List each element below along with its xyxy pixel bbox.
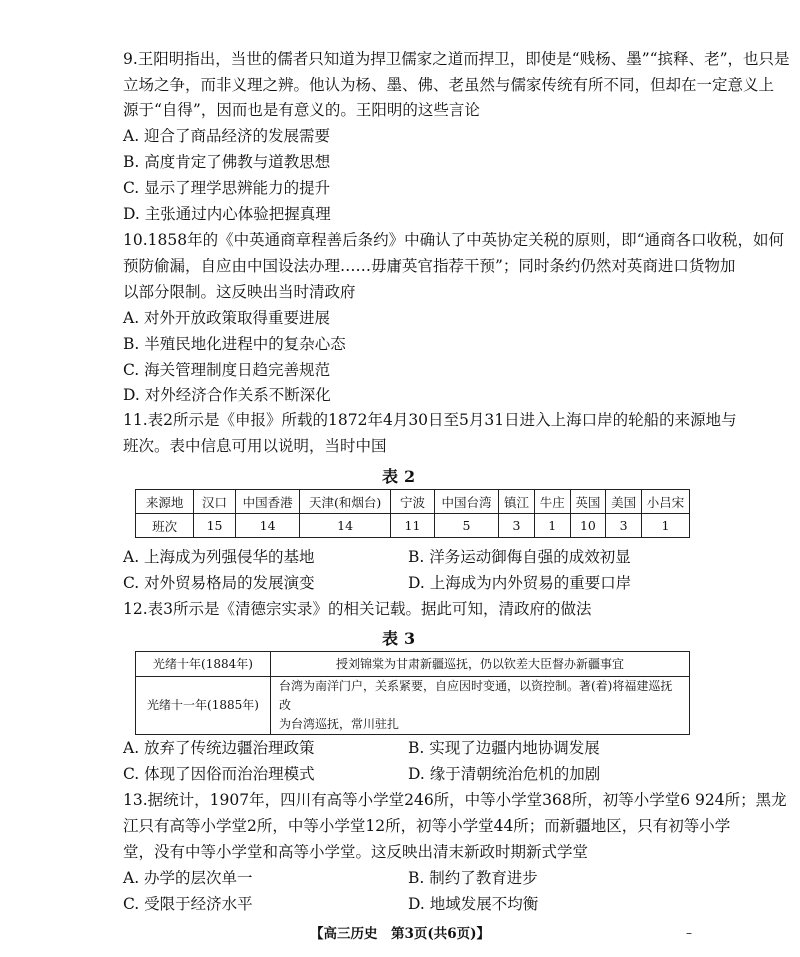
table-2-place: 英国: [570, 490, 606, 514]
question-10-option-c: C. 海关管理制度日趋完善规范: [123, 361, 331, 379]
question-12-option-a: A. 放弃了传统边疆治理政策: [123, 739, 315, 757]
question-9-option-a: A. 迎合了商品经济的发展需要: [123, 127, 331, 145]
table-2-header-label: 来源地: [136, 490, 194, 514]
question-11-stem-line-2: 班次。表中信息可用以说明，当时中国: [123, 437, 387, 455]
table-2-count: 14: [235, 514, 299, 538]
table-2-place: 中国台湾: [434, 490, 498, 514]
question-11-option-c: C. 对外贸易格局的发展演变: [123, 574, 315, 592]
question-10-stem-line-1: 10.1858年的《中英通商章程善后条约》中确认了中英协定关税的原则，即“通商各口收税，如何: [123, 231, 785, 249]
table-2-count: 1: [641, 514, 689, 538]
table-3-year: 光绪十年(1884年): [136, 652, 271, 677]
question-10-stem-line-2: 预防偷漏，自应由中国设法办理……毋庸英官指荐干预”；同时条约仍然对英商进口货物加: [123, 257, 736, 275]
question-13-stem-line-2: 江只有高等小学堂2所，中等小学堂12所，初等小学堂44所；而新疆地区，只有初等小学: [123, 817, 731, 835]
table-2-count: 11: [391, 514, 435, 538]
table-2-count-row: [136, 514, 690, 538]
table-2-count: 10: [570, 514, 606, 538]
table-3-text-cell: [271, 677, 690, 735]
table-2-count: 15: [194, 514, 236, 538]
question-9-stem-line-1: 9.王阳明指出，当世的儒者只知道为捍卫儒家之道而捍卫，即使是“贱杨、墨”“摈释、老”，也只是: [123, 50, 790, 68]
question-13-option-d: D. 地域发展不均衡: [408, 895, 539, 913]
table-3: [135, 651, 690, 735]
table-3-row: [136, 652, 690, 677]
table-3-year: 光绪十一年(1885年): [136, 677, 271, 735]
question-13-option-b: B. 制约了教育进步: [408, 869, 538, 887]
question-13-option-c: C. 受限于经济水平: [123, 895, 253, 913]
question-10-option-d: D. 对外经济合作关系不断深化: [123, 386, 331, 404]
table-3-text-line: 为台湾巡抚，常川驻扎: [279, 717, 400, 731]
question-9-stem-line-2: 立场之争，而非义理之辨。他认为杨、墨、佛、老虽然与儒家传统有所不同，但却在一定意义上: [123, 76, 775, 94]
table-2-count: 5: [434, 514, 498, 538]
table-2-place: 美国: [606, 490, 642, 514]
table-2-count: 3: [499, 514, 535, 538]
question-13-option-a: A. 办学的层次单一: [123, 869, 253, 887]
question-10-option-b: B. 半殖民地化进程中的复杂心态: [123, 335, 346, 353]
table-2-place: 牛庄: [534, 490, 570, 514]
table-2-place: 宁波: [391, 490, 435, 514]
question-11-option-a: A. 上海成为列强侵华的基地: [123, 548, 315, 566]
table-2-place: 小吕宋: [641, 490, 689, 514]
table-2-place: 天津(和烟台): [300, 490, 391, 514]
page-footer: 【高三历史 第3页(共6页)】: [309, 926, 491, 942]
question-10-option-a: A. 对外开放政策取得重要进展: [123, 309, 331, 327]
table-3-text-line: 台湾为南洋门户，关系紧要，自应因时变通，以资控制。著(着)将福建巡抚改: [279, 679, 673, 712]
table-3-row: [136, 677, 690, 735]
question-12-option-b: B. 实现了边疆内地协调发展: [408, 739, 600, 757]
question-12-option-d: D. 缘于清朝统治危机的加剧: [408, 765, 601, 783]
question-11-option-b: B. 洋务运动御侮自强的成效初显: [408, 548, 631, 566]
table-2-place: 中国香港: [235, 490, 299, 514]
table-2-count: 3: [606, 514, 642, 538]
table-2: [135, 489, 690, 538]
table-2-caption: 表2: [382, 467, 422, 486]
table-2-count: 14: [300, 514, 391, 538]
table-3-caption: 表3: [382, 629, 422, 648]
question-11-option-d: D. 上海成为内外贸易的重要口岸: [408, 574, 632, 592]
question-12-option-c: C. 体现了因俗而治治理模式: [123, 765, 315, 783]
table-2-header-row: [136, 490, 690, 514]
question-9-option-d: D. 主张通过内心体验把握真理: [123, 205, 331, 223]
footer-mark: –: [686, 926, 692, 940]
table-3-text: 授刘锦棠为甘肃新疆巡抚，仍以钦差大臣督办新疆事宜: [271, 652, 690, 677]
question-13-stem-line-3: 堂，没有中等小学堂和高等小学堂。这反映出清末新政时期新式学堂: [123, 843, 589, 861]
table-2-count: 1: [534, 514, 570, 538]
question-9-option-b: B. 高度肯定了佛教与道教思想: [123, 153, 331, 171]
question-11-stem-line-1: 11.表2所示是《申报》所载的1872年4月30日至5月31日进入上海口岸的轮船的来源地与: [123, 411, 737, 429]
question-12-stem-line-1: 12.表3所示是《清德宗实录》的相关记载。据此可知，清政府的做法: [123, 600, 592, 618]
question-9-option-c: C. 显示了理学思辨能力的提升: [123, 179, 331, 197]
question-13-stem-line-1: 13.据统计，1907年，四川有高等小学堂246所，中等小学堂368所，初等小学堂6 924所；黑龙: [123, 791, 787, 809]
table-2-place: 镇江: [499, 490, 535, 514]
table-2-row-label: 班次: [136, 514, 194, 538]
question-10-stem-line-3: 以部分限制。这反映出当时清政府: [123, 283, 356, 301]
question-9-stem-line-3: 源于“自得”，因而也是有意义的。王阳明的这些言论: [123, 101, 480, 119]
table-2-place: 汉口: [194, 490, 236, 514]
